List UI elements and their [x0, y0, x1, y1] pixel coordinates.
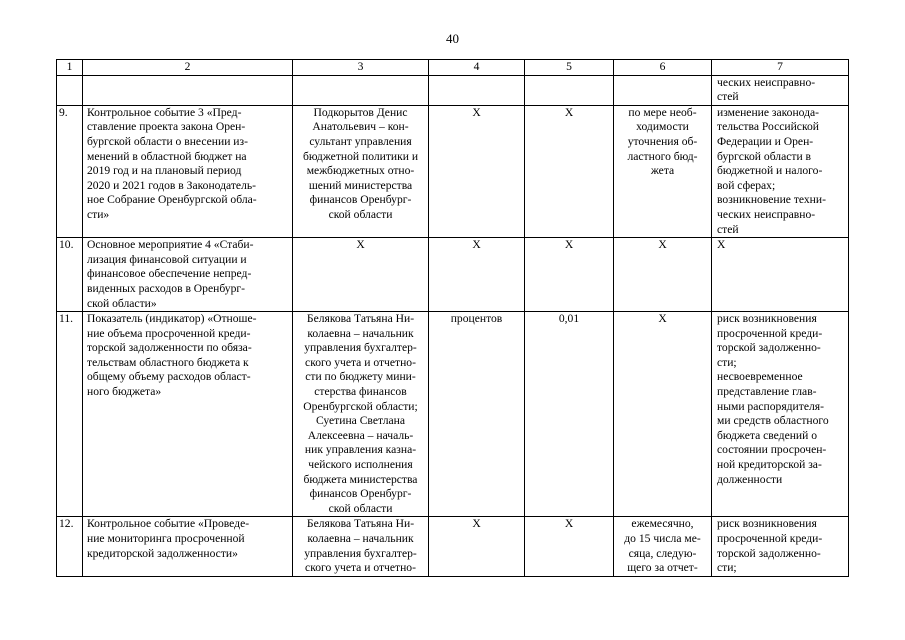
cell-line: управления бухгалтер- — [304, 341, 417, 355]
cell-line: ной кредиторской за- — [717, 458, 822, 472]
cell-line: чейского исполнения — [308, 458, 413, 472]
cell-line: ского учета и отчетно- — [305, 561, 416, 575]
cell-line: Показатель (индикатор) «Отноше- — [87, 312, 257, 326]
cell-line: представление глав- — [717, 385, 817, 399]
cell-line: ние мониторинга просроченной — [87, 532, 245, 545]
header-cell: 7 — [712, 60, 849, 76]
cell-line: сти» — [87, 207, 110, 221]
cell-line: Алексеевна – началь- — [307, 428, 414, 442]
cell-line: ского учета и отчетно- — [305, 355, 416, 369]
cell-line: ской области — [328, 207, 393, 221]
cell-line: несвоевременное — [717, 370, 803, 384]
cell-line: стерства финансов — [314, 385, 407, 399]
cell-line: 2019 год и на плановый период — [87, 164, 242, 178]
cell-line: Основное мероприятие 4 «Стаби- — [87, 238, 254, 252]
cell-line: ного бюджета» — [87, 385, 162, 399]
risk-cell — [712, 105, 849, 237]
cell-line: уточнения об- — [627, 134, 698, 148]
cell-line: сти; — [717, 355, 737, 369]
cell-line: бюджета сведений о — [717, 428, 818, 442]
cell-line: Подкорытов Денис — [313, 105, 408, 119]
deadline-cell — [614, 517, 712, 576]
deadline-cell — [614, 312, 712, 517]
cell-line: виденных расходов в Оренбург- — [87, 281, 245, 295]
cell-line: процентов — [450, 312, 503, 326]
cell-line: ческих неисправно- — [717, 207, 816, 221]
event-name-cell — [83, 238, 293, 312]
cell-line: ставление проекта закона Орен- — [87, 120, 246, 134]
table-row — [57, 312, 849, 517]
cell-line: финансовое обеспечение непред- — [87, 267, 252, 281]
value-cell — [525, 238, 614, 312]
cell-line: риск возникновения — [717, 517, 817, 531]
cell-line: финансов Оренбург- — [309, 487, 412, 501]
responsible-cell — [293, 517, 429, 576]
cell-line: изменение законода- — [717, 105, 820, 119]
cell-line: ческих неисправно- — [717, 75, 816, 89]
cell-line: ластного бюд- — [627, 149, 698, 163]
cell-line: бургской области в — [717, 149, 812, 163]
cell-line: бюджетной политики и — [302, 149, 419, 163]
cell-line: Х — [717, 238, 726, 252]
cell-line: межбюджетных отно- — [306, 164, 415, 178]
cell-line: сультант управления — [309, 134, 412, 148]
cell-line: колаевна – начальник — [307, 532, 414, 545]
header-cell: 5 — [525, 60, 614, 76]
table-row — [57, 105, 849, 237]
cell-line: тельствам областного бюджета к — [87, 355, 249, 369]
cell-line: риск возникновения — [717, 312, 817, 326]
cell-line: кредиторской задолженности» — [87, 546, 238, 560]
event-name-cell — [83, 312, 293, 517]
risk-cell — [712, 75, 849, 105]
cell-line: сти; — [717, 561, 737, 575]
cell-line: ными распорядителя- — [717, 399, 824, 413]
cell-line: 0,01 — [558, 312, 580, 326]
unit-cell — [429, 238, 525, 312]
cell-line: ской области» — [87, 296, 157, 310]
continuation-row — [57, 75, 849, 105]
unit-cell — [429, 105, 525, 237]
cell-line: Х — [564, 517, 574, 531]
cell-line: вой сферах; — [717, 178, 776, 192]
cell-line: Контрольное событие «Проведе- — [87, 517, 250, 531]
cell-line: ми средств областного — [717, 414, 829, 428]
risk-cell — [712, 238, 849, 312]
table-row — [57, 517, 849, 576]
unit-cell — [429, 517, 525, 576]
cell-line: до 15 числа ме- — [624, 532, 701, 545]
cell-line: просроченной креди- — [717, 326, 823, 340]
cell-line: Х — [472, 517, 481, 531]
value-cell — [525, 105, 614, 237]
header-cell: 6 — [614, 60, 712, 76]
cell-line: шений министерства — [308, 178, 413, 192]
risk-cell — [712, 312, 849, 517]
header-cell: 2 — [83, 60, 293, 76]
row-number-cell: 10. — [57, 238, 83, 312]
header-cell: 3 — [293, 60, 429, 76]
cell-line: Белякова Татьяна Ни- — [306, 312, 415, 326]
cell-line: Анатольевич – кон- — [312, 120, 409, 134]
cell-line: ходимости — [636, 120, 689, 134]
cell-line: управления бухгалтер- — [304, 546, 417, 560]
row-number-cell: 9. — [57, 105, 83, 237]
cell-line: Суетина Светлана — [315, 414, 406, 428]
event-name-cell — [83, 517, 293, 576]
cell-line: состоянии просрочен- — [717, 443, 827, 457]
responsible-cell — [293, 105, 429, 237]
cell-line: торской задолженно- — [717, 546, 821, 560]
unit-cell — [429, 312, 525, 517]
risk-cell — [712, 517, 849, 576]
cell-line: колаевна – начальник — [307, 326, 414, 340]
cell-line: Федерации и Орен- — [717, 134, 814, 148]
cell-line: ник управления казна- — [304, 443, 417, 457]
cell-line: 2020 и 2021 годов в Законодатель- — [87, 178, 256, 192]
cell-line: бюджетной и налого- — [717, 164, 823, 178]
cell-line: стей — [717, 90, 739, 104]
cell-line: щего за отчет- — [627, 561, 698, 575]
responsible-cell — [293, 312, 429, 517]
cell-line: торской задолженности по обяза- — [87, 341, 252, 355]
cell-line: по мере необ- — [628, 105, 697, 119]
value-cell — [525, 517, 614, 576]
cell-line: ской области — [328, 501, 393, 515]
header-row — [57, 60, 849, 76]
cell-line: финансов Оренбург- — [309, 193, 412, 207]
cell-line: жета — [650, 164, 675, 178]
cell-line: бюджета министерства — [303, 472, 418, 486]
cell-line: долженности — [717, 472, 783, 486]
cell-line: возникновение техни- — [717, 193, 826, 207]
cell-line: Х — [564, 105, 574, 119]
event-name-cell — [83, 105, 293, 237]
cell-line: Белякова Татьяна Ни- — [306, 517, 415, 531]
value-cell — [525, 312, 614, 517]
cell-line: стей — [717, 222, 739, 236]
page-number: 40 — [446, 31, 459, 46]
cell-line: ние объема просроченной креди- — [87, 326, 251, 340]
responsible-cell — [293, 238, 429, 312]
cell-line: Х — [356, 238, 365, 252]
row-number-cell: 12. — [57, 517, 83, 576]
cell-line: просроченной креди- — [717, 532, 823, 545]
cell-line: лизация финансовой ситуации и — [87, 252, 247, 266]
header-cell: 4 — [429, 60, 525, 76]
header-cell: 1 — [57, 60, 83, 76]
cell-line: ное Собрание Оренбургской обла- — [87, 193, 257, 207]
cell-line: бургской области о внесении из- — [87, 134, 248, 148]
table-row — [57, 238, 849, 312]
cell-line: сти по бюджету мини- — [305, 370, 416, 384]
cell-line: торской задолженно- — [717, 341, 821, 355]
cell-line: ежемесячно, — [631, 517, 694, 531]
deadline-cell — [614, 238, 712, 312]
cell-line: тельства Российской — [717, 120, 819, 134]
cell-line: Х — [658, 312, 667, 326]
deadline-cell — [614, 105, 712, 237]
cell-line: сяца, следую- — [628, 546, 697, 560]
cell-line: менений в областной бюджет на — [87, 149, 247, 163]
plan-table — [56, 59, 849, 577]
table-body — [57, 60, 849, 577]
cell-line: Х — [658, 238, 667, 252]
cell-line: Х — [472, 238, 481, 252]
cell-line: Оренбургской области; — [303, 399, 418, 413]
cell-line: общему объему расходов област- — [87, 370, 251, 384]
cell-line: Х — [472, 105, 481, 119]
cell-line: Х — [564, 238, 574, 252]
row-number-cell: 11. — [57, 312, 83, 517]
cell-line: Контрольное событие 3 «Пред- — [87, 105, 242, 119]
